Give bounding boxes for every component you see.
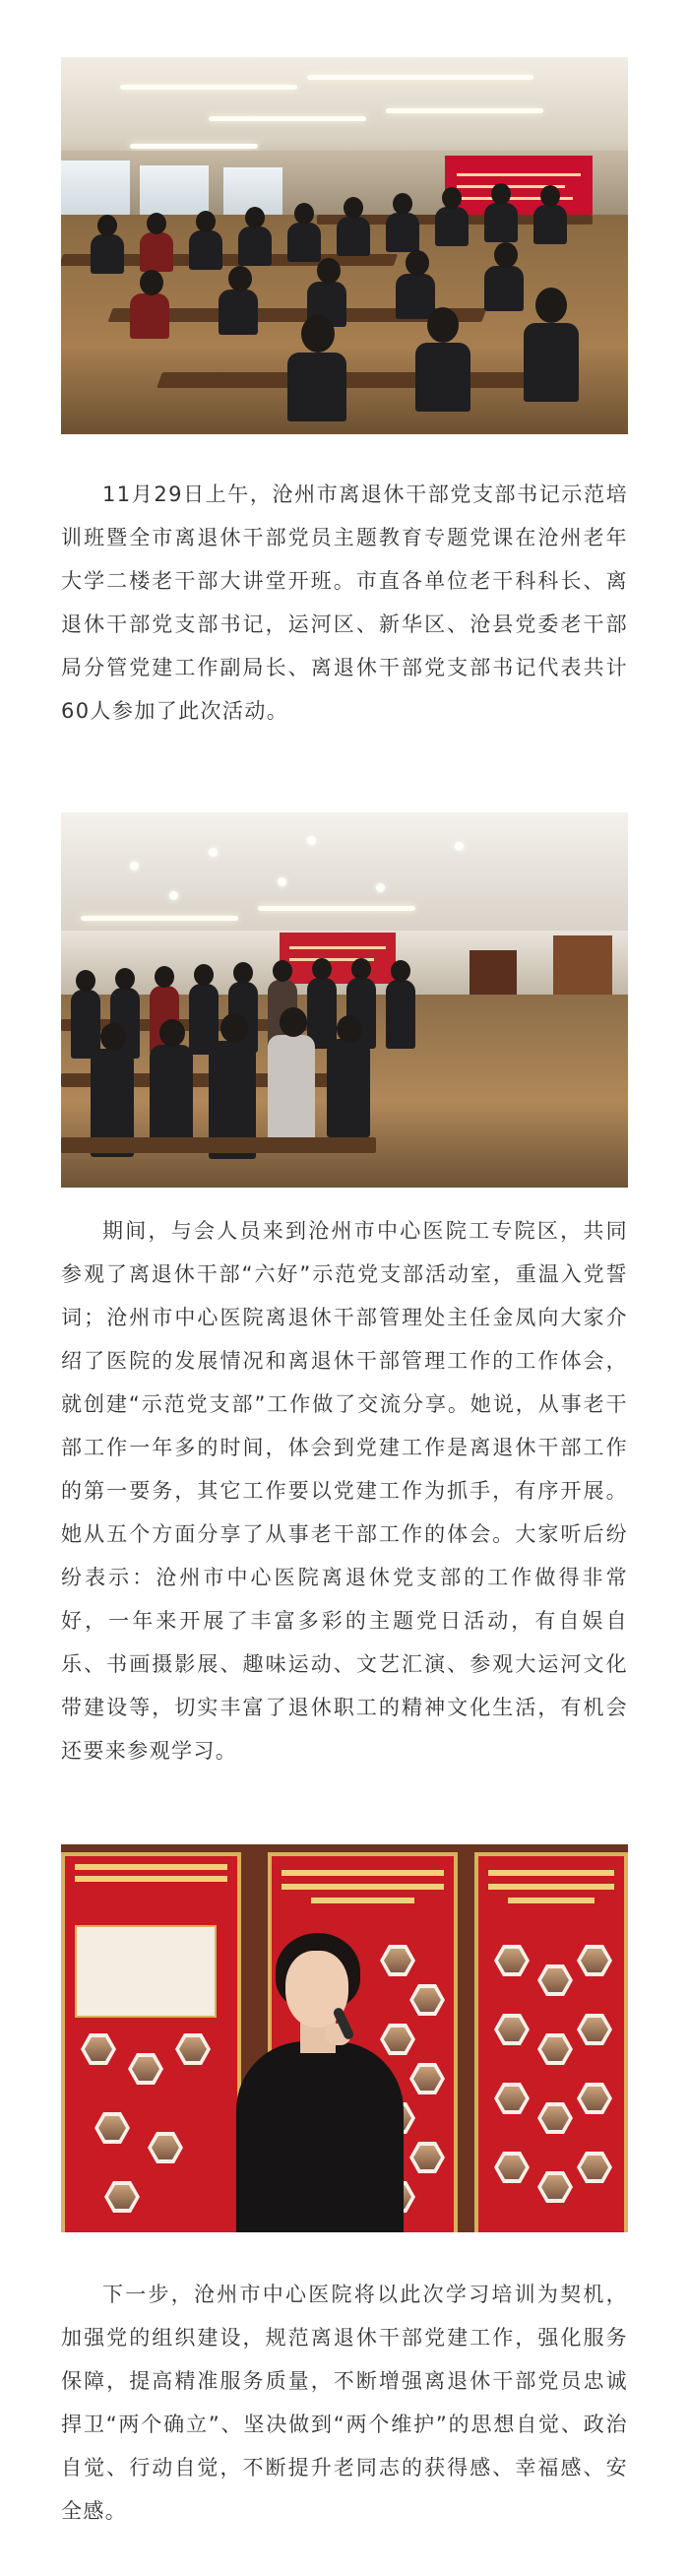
- photo-speaker-presentation: [61, 1844, 628, 2232]
- display-board-left: [61, 1852, 241, 2232]
- display-board-right: [474, 1852, 628, 2232]
- hall-banner: [280, 933, 396, 984]
- stage-banner: [445, 156, 593, 217]
- paragraph-next-steps: 下一步，沧州市中心医院将以此次学习培训为契机，加强党的组织建设，规范离退休干部党建工作，强化服务保障，提高精准服务质量，不断增强离退休干部党员忠诚捍卫“两个确立”、坚决做到“两个维护”的思想自觉、政治自觉、行动自觉，不断提升老同志的获得感、幸福感、安全感。: [61, 2283, 628, 2523]
- paragraph-opening: 11月29日上午，沧州市离退休干部党支部书记示范培训班暨全市离退休干部党员主题教育专题党课在沧州老年大学二楼老干部大讲堂开班。市直各单位老干科科长、离退休干部党支部书记，运河区、新华区、沧县党委老干部局分管党建工作副局长、离退休干部党支部书记代表共计60人参加了此次活动。: [61, 483, 628, 723]
- photo-oath-ceremony: [61, 812, 628, 1188]
- paragraph-visit: 期间，与会人员来到沧州市中心医院工专院区，共同参观了离退休干部“六好”示范党支部活动室，重温入党誓词；沧州市中心医院离退休干部管理处主任金凤向大家介绍了医院的发展情况和离退休干部管理工作的工作体会，就创建“示范党支部”工作做了交流分享。她说，从事老干部工作一年多的时间，体会到党建工作是离退休干部工作的第一要务，其它工作要以党建工作为抓手，有序开展。她从五个方面分享了从事老干部工作的体会。大家听后纷纷表示：沧州市中心医院离退休党支部的工作做得非常好，一年来开展了丰富多彩的主题党日活动，有自娱自乐、书画摄影展、趣味运动、文艺汇演、参观大运河文化带建设等，切实丰富了退休职工的精神文化生活，有机会还要来参观学习。: [61, 1219, 628, 1763]
- photo-lecture-hall: [61, 57, 628, 434]
